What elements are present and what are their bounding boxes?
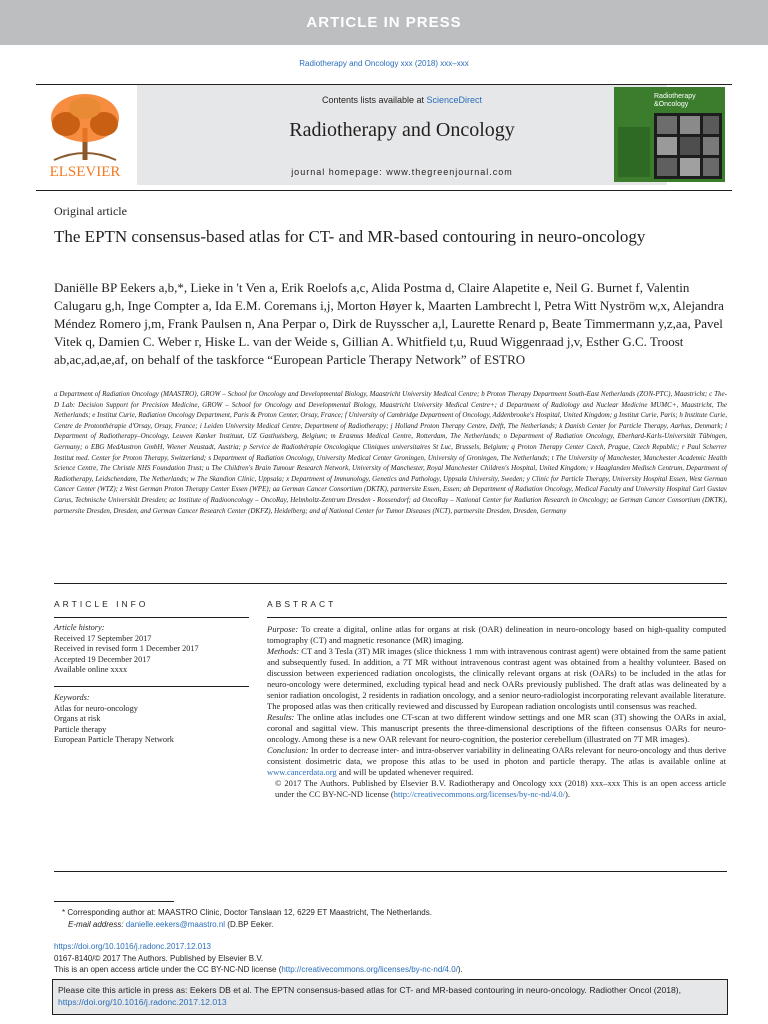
email-line (54, 919, 273, 930)
license-link[interactable]: http://creativecommons.org/licenses/by-nc-nd/4.0/ (393, 789, 565, 799)
methods-label: Methods: (267, 646, 300, 656)
article-history (54, 623, 249, 676)
abstract-heading: ABSTRACT (267, 599, 337, 609)
license-prefix: This is an open access article under the CC BY-NC-ND license ( (54, 965, 282, 974)
please-cite-box (52, 979, 728, 1015)
conclusion-text: In order to decrease inter- and intra-observer variability in delineating OARs relevant for neuro-oncology and thus derive consistent dosimetric data, we propose this atlas to be used in photon and particle therapy. The atlas is available online at (267, 745, 726, 766)
journal-homepage[interactable]: journal homepage: www.thegreenjournal.com (291, 167, 513, 177)
cover-title-line1: Radiotherapy (654, 93, 696, 100)
history-item: Available online xxxx (54, 665, 128, 675)
abstract-body (267, 624, 726, 800)
affiliations: a Department of Radiation Oncology (MAASTRO), GROW – School for Oncology and Developmental Biology, Maastricht University Medical Centre; b Proton Therapy Department South-East Netherlands (ZON-PTC), Maastricht; c The-D Lab: Decision Support for Precision Medicine, GROW – School for Oncology and Developmental Biology, Maastricht University Medical Centre+; d Department of Radiology and Nuclear Medicine MUMC+, Maastricht, The Netherlands; e Institut Curie, Radiation Oncology Department, Paris & Proton Center, Orsay, France; f University of Cambridge Department of Oncology, Addenbrooke's Hospital, United Kingdom; g Institut Curie, Paris; h Institute Curie, Centre de Protonthérapie d'Orsay, Orsay, France; i Leiden University Medical Centre, Department of Radiotherapy; j Holland Proton Therapy Centre, Delft, The Netherlands; k Danish Center for Particle Therapy, Aarhus, Denmark; l Department of Radiotherapy–Oncology, Leuven Kanker Instituut, UZ Gasthuisberg, Belgium; m Erasmus Medical Centre, Rotterdam, The Netherlands; n Department of Radiation Oncology, Eberhard-Karls-Universität Tübingen, Germany; o EBG MedAustron GmbH, Wiener Neustadt, Austria; p Service de Radiothérapie Oncologique Cliniques universitaires St Luc, Brussels, Belgium; q Proton Therapy Center Czech, Prague, Czech Republic; r Paul Scherrer Institut med. Center for Proton Therapy, Switzerland; s Department of Radiation Oncology, University Medical Center Groningen, University of Groningen, The Netherlands; t The University of Manchester, Manchester Academic Health Science Centre, The Christie NHS Foundation Trust; u The Children's Brain Tumour Research Network, University of Manchester, Royal Manchester Children's Hospital, United Kingdom; v Haaglanden Medisch Centrum, Department of Radiotherapy, Leidschendam, The Netherlands; w The Skandion Clinic, Uppsala; x Department of Immunology, Genetics and Pathology, Uppsala University, Sweden; y Clinic for Particle Therapy, University Hospital Essen, West German Cancer Center (WTZ); z West German Proton Therapy Center Essen (WPE); aa German Cancer Consortium (DKTK), partnersite Essen, Essen; ab Department of Radiation Oncology, Medical Faculty and University Hospital Carl Gustav Carus, Technische Universität Dresden; ac Institute of Radiooncology – OncoRay, Helmholtz-Zentrum Dresden - Rossendorf; ad OncoRay – National Center for Radiation Research in Oncology; ae German Cancer Consortium (DKTK), partnersite Dresden, Dresden, and German Cancer Research Center (DKFZ), Heidelberg; and af National Center for Tumor Diseases (NCT), partnersite Dresden, Dresden, Germany (54, 390, 727, 515)
keywords-label: Keywords: (54, 693, 90, 702)
copyright-text: © 2017 The Authors. Published by Elsevier B.V. Radiotherapy and Oncology xxx (2018) xxx–xxx This is an open access article under the CC BY-NC-ND license ( (275, 778, 726, 799)
history-item: Received in revised form 1 December 2017 (54, 644, 199, 654)
keyword-item: Particle therapy (54, 724, 107, 734)
contents-prefix: Contents lists available at (321, 95, 427, 105)
copyright-end: ). (564, 789, 570, 799)
conclusion-text-end: and will be updated whenever required. (336, 767, 474, 777)
journal-citation[interactable] (0, 59, 768, 68)
header-bottom-rule (36, 190, 732, 191)
email-suffix: (D.BP Eeker. (225, 920, 274, 929)
license-suffix: ). (457, 965, 463, 974)
keyword-item: European Particle Therapy Network (54, 735, 174, 745)
please-cite-doi-link[interactable]: https://doi.org/10.1016/j.radonc.2017.12.013 (58, 997, 227, 1007)
abstract-purpose (267, 624, 726, 646)
cover-title (654, 93, 696, 109)
doi-link[interactable]: https://doi.org/10.1016/j.radonc.2017.12.013 (54, 942, 212, 951)
results-text: The online atlas includes one CT-scan at two different window settings and one MR scan (3T) showing the OARs in axial, coronal and sagittal view. This manuscript presents the three-dimensional descriptions of the fifteen consensus OARs for neuro-oncology. Among these is a new OAR relevant for neuro-cognition, the posterior cerebellum (illustrated on 7T MR images). (267, 712, 726, 744)
history-label: Article history: (54, 623, 105, 632)
conclusion-label: Conclusion: (267, 745, 309, 755)
abstract-rule (267, 617, 727, 618)
article-type: Original article (54, 204, 127, 218)
issn-line: 0167-8140/© 2017 The Authors. Published by Elsevier B.V. (54, 954, 264, 963)
corresponding-author: * Corresponding author at: MAASTRO Clinic, Doctor Tanslaan 12, 6229 ET Maastricht, The Netherlands. (62, 908, 432, 917)
please-cite-text: Please cite this article in press as: Eekers DB et al. The EPTN consensus-based atlas for CT- and MR-based contouring in neuro-oncology. Radiother Oncol (2018), (58, 985, 682, 995)
history-item: Accepted 19 December 2017 (54, 654, 151, 664)
keywords (54, 693, 249, 746)
elsevier-logo (36, 88, 134, 182)
keywords-rule (54, 686, 249, 687)
cover-title-line2: &Oncology (654, 101, 689, 108)
elsevier-wordmark: ELSEVIER (49, 164, 121, 180)
masthead-panel (137, 85, 667, 185)
email-link[interactable]: danielle.eekers@maastro.nl (125, 920, 226, 929)
info-rule (54, 617, 249, 618)
license-footer-link[interactable]: http://creativecommons.org/licenses/by-nc-nd/4.0/ (281, 965, 458, 974)
keyword-item: Organs at risk (54, 714, 101, 724)
abstract-conclusion (267, 745, 726, 778)
article-info-heading: ARTICLE INFO (54, 599, 149, 609)
keyword-item: Atlas for neuro-oncology (54, 703, 138, 713)
contents-available (137, 95, 667, 105)
abstract-copyright (267, 778, 726, 800)
cancerdata-link[interactable]: www.cancerdata.org (267, 767, 337, 777)
abstract-methods (267, 646, 726, 712)
article-title: The EPTN consensus-based atlas for CT- and MR-based contouring in neuro-oncology (54, 227, 646, 246)
author-list: Daniëlle BP Eekers a,b,*, Lieke in 't Ven a, Erik Roelofs a,c, Alida Postma d, Claire Alapetite e, Neil G. Burnet f, Valentin Calugaru g,h, Inge Compter a, Ida E.M. Coremans i,j, Morton Høyer k, Maarten Lambrecht l, Petra Witt Nyström w,x, Alejandra Méndez Romero j,m, Frank Paulsen n, Ana Perpar o, Dirk de Ruysscher a,l, Laurette Renard p, Beate Timmermann y,z,aa, Pavel Vitek q, Damien C. Weber r, Hiske L. van der Weide s, Gillian A. Whitfield t,u, Ruud Wiggenraad j,v, Esther G.C. Troost ab,ac,ad,ae,af, on behalf of the taskforce “European Particle Therapy Network” of ESTRO (54, 280, 724, 367)
purpose-text: To create a digital, online atlas for organs at risk (OAR) delineation in neuro-oncology based on high-quality computed tomography (CT) and magnetic resonance (MR) imaging. (267, 624, 726, 645)
journal-name: Radiotherapy and Oncology (289, 119, 515, 141)
methods-text: CT and 3 Tesla (3T) MR images (slice thickness 1 mm with intravenous contrast agent) were obtained from the same patient and subsequently fused. In addition, a 7T MR without intravenous contrast agent was obtained from a healthy volunteer. Based on discussion between experienced radiation oncologists, the clinically relevant organs at risk (OARs) to be included in the atlas for neuro-oncology were determined, excluding typical head and neck OARs previously published. The draft atlas was delineated by a senior radiation oncologist, 2 residents in radiation oncology, and a senior neuro-radiologist incorporating relevant available literature. The proposed atlas was then critically reviewed and discussed by European radiation oncologists until consensus was reached. (267, 646, 726, 711)
article-in-press-banner (0, 0, 768, 45)
section-rule (54, 583, 727, 584)
abstract-bottom-rule (54, 871, 727, 872)
banner-text: ARTICLE IN PRESS (306, 14, 462, 31)
sciencedirect-link[interactable]: ScienceDirect (426, 95, 483, 105)
email-label: E-mail address: (68, 920, 126, 929)
citation-link[interactable]: Radiotherapy and Oncology xxx (2018) xxx–xxx (299, 59, 469, 68)
history-item: Received 17 September 2017 (54, 633, 152, 643)
results-label: Results: (267, 712, 295, 722)
journal-cover-thumbnail (614, 87, 725, 182)
abstract-results (267, 712, 726, 745)
license-line (54, 964, 463, 975)
purpose-label: Purpose: (267, 624, 299, 634)
footnote-rule (54, 901, 174, 902)
doi-line[interactable] (54, 941, 211, 952)
